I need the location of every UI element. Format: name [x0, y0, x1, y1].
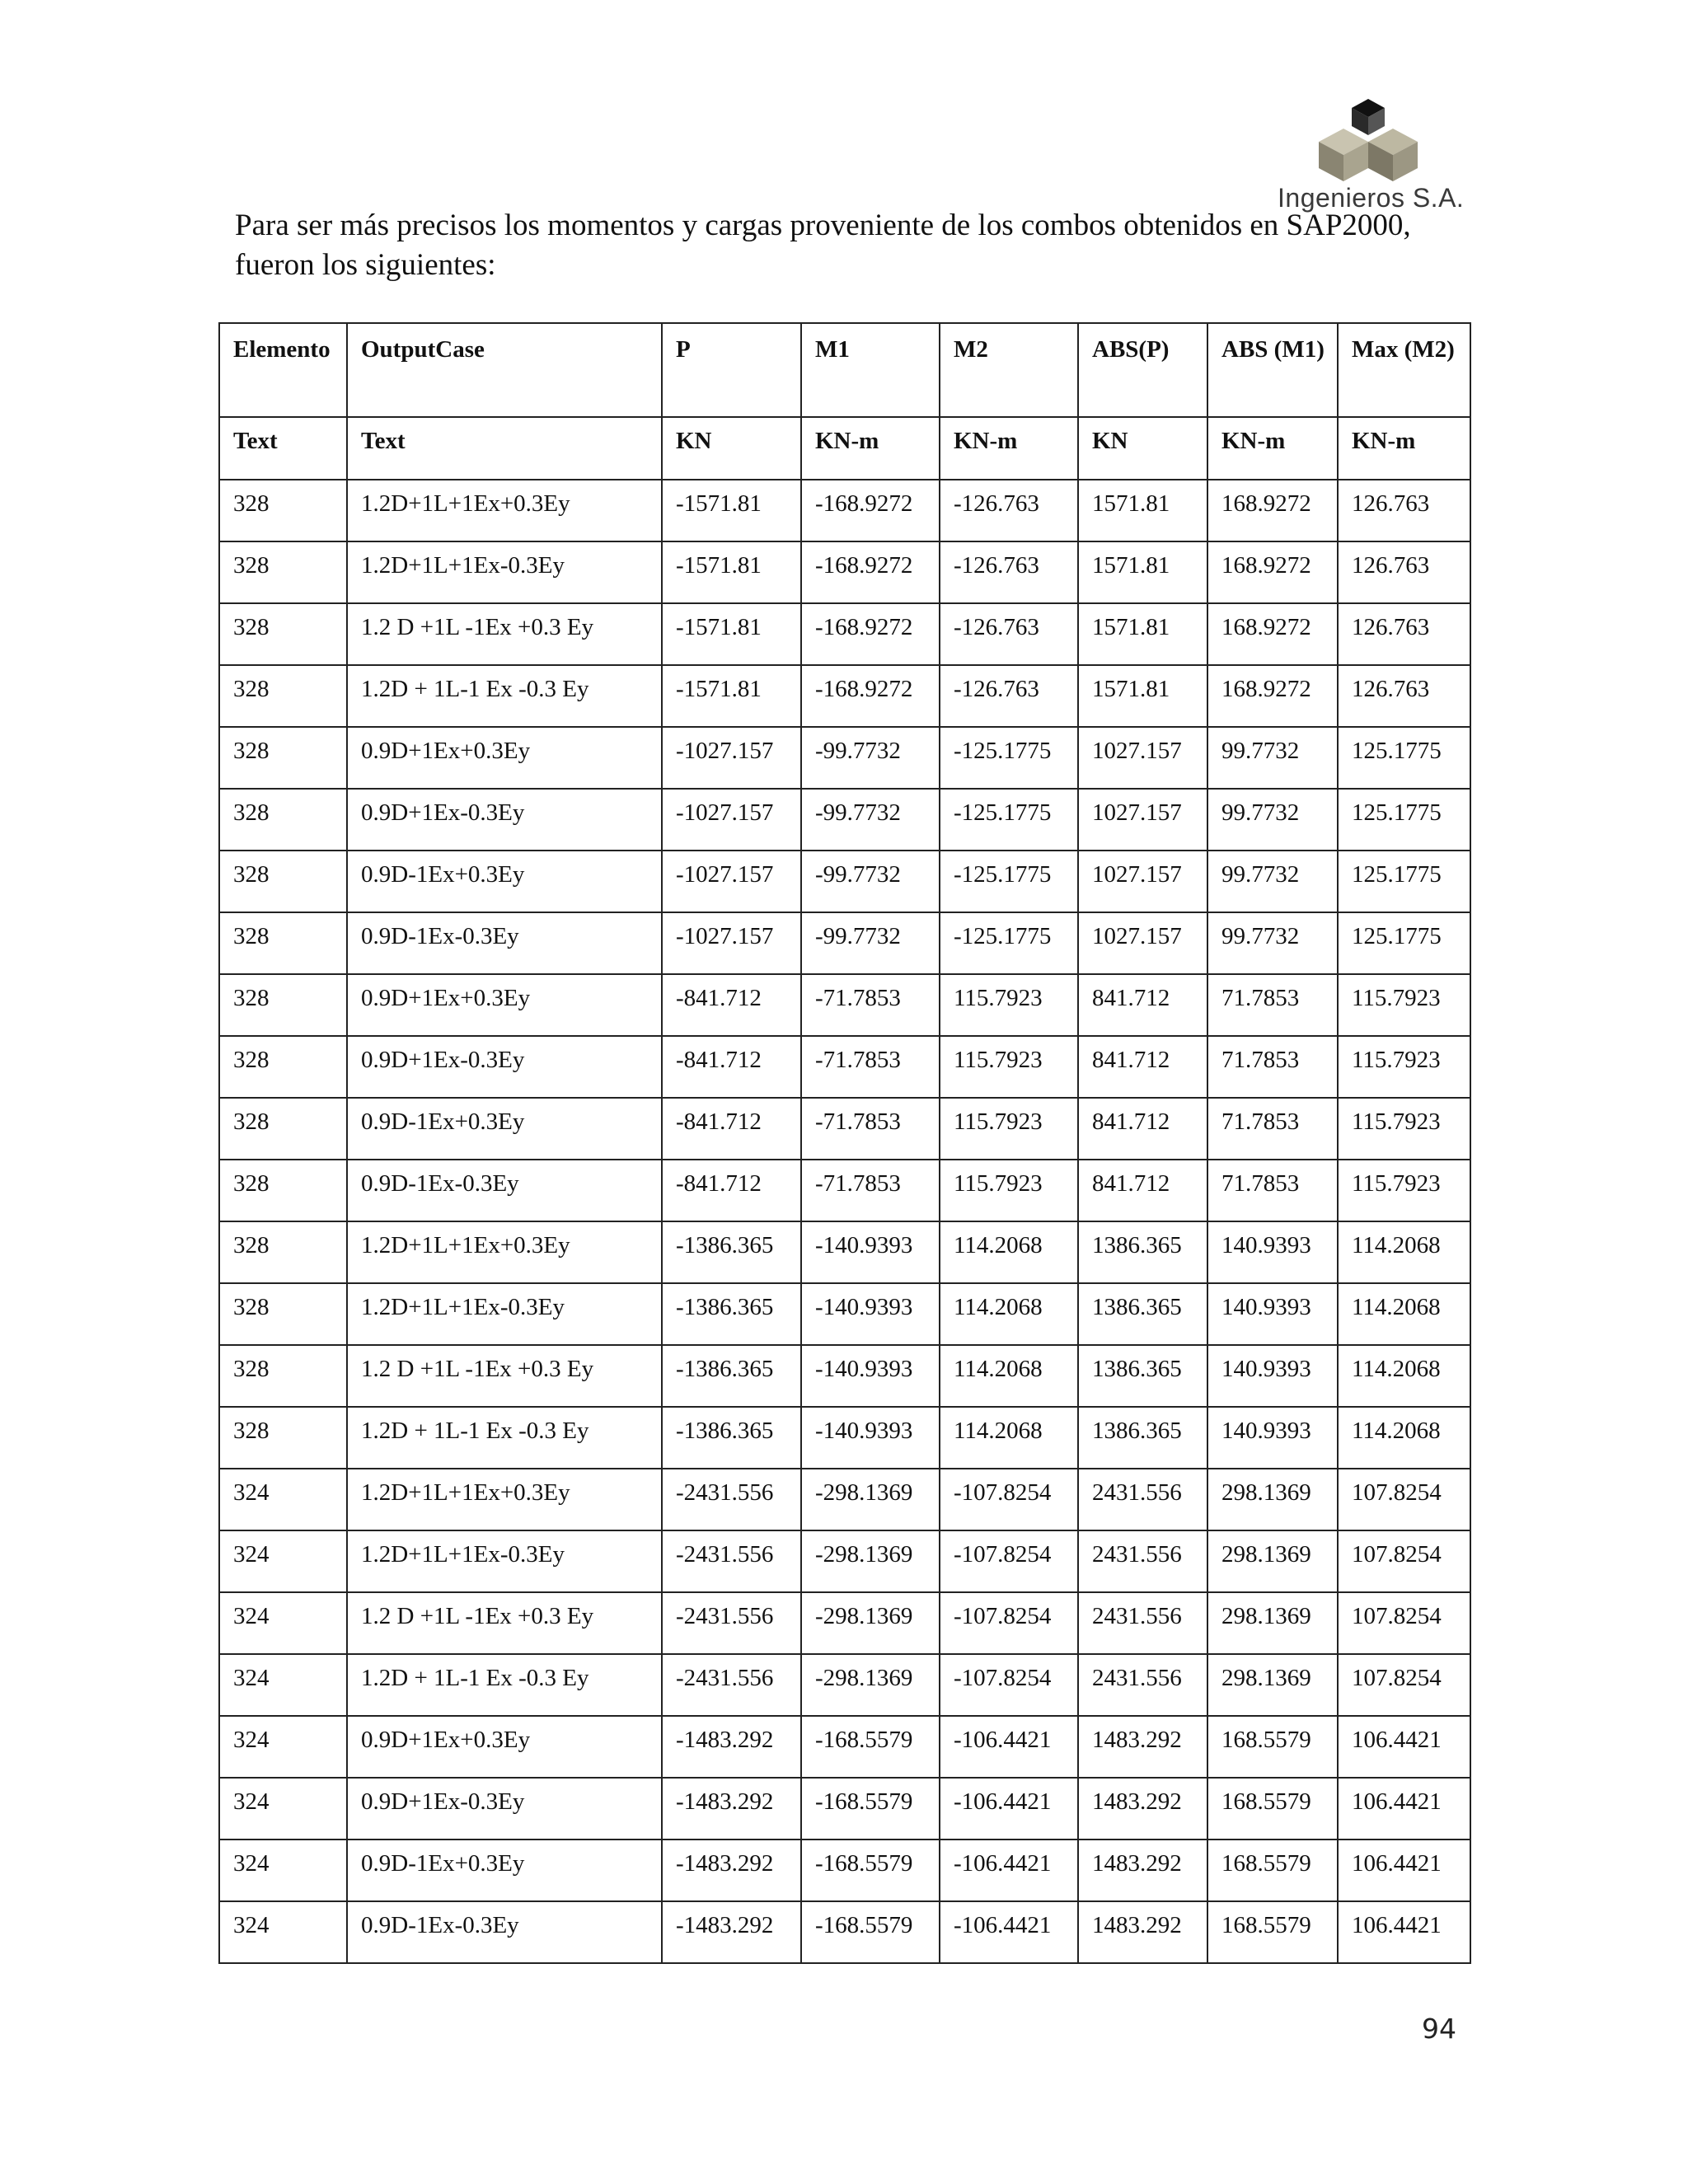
table-units-row-cell-p: KN — [662, 417, 801, 480]
table-row-cell-abs-m1: 168.9272 — [1207, 665, 1338, 727]
table-row-cell-abs-p: 1483.292 — [1078, 1716, 1207, 1778]
table-row-cell-m2: -125.1775 — [940, 789, 1078, 851]
table-header-row-cell-m2: M2 — [940, 323, 1078, 417]
table-row-cell-max-m2: 114.2068 — [1338, 1221, 1470, 1283]
table-row-cell-m1: -71.7853 — [801, 1098, 940, 1160]
table-row-cell-p: -1027.157 — [662, 851, 801, 912]
table-row-cell-elemento: 324 — [219, 1530, 347, 1592]
table-row-cell-max-m2: 125.1775 — [1338, 727, 1470, 789]
table-row-cell-abs-m1: 99.7732 — [1207, 727, 1338, 789]
table-row-cell-p: -1483.292 — [662, 1840, 801, 1901]
table-row-cell-m1: -168.5579 — [801, 1716, 940, 1778]
table-row-cell-max-m2: 107.8254 — [1338, 1469, 1470, 1530]
table-row-cell-abs-p: 2431.556 — [1078, 1654, 1207, 1716]
table-row — [219, 1036, 1470, 1098]
table-row-cell-abs-p: 841.712 — [1078, 1098, 1207, 1160]
table-row-cell-abs-p: 1386.365 — [1078, 1407, 1207, 1469]
table-row-cell-p: -1386.365 — [662, 1283, 801, 1345]
table-row-cell-abs-p: 2431.556 — [1078, 1469, 1207, 1530]
table-units-row-cell-outputcase: Text — [347, 417, 662, 480]
table-row-cell-elemento: 328 — [219, 912, 347, 974]
table-row-cell-abs-p: 1571.81 — [1078, 541, 1207, 603]
table-row-cell-p: -1571.81 — [662, 665, 801, 727]
table-row-cell-elemento: 328 — [219, 1221, 347, 1283]
table-row-cell-abs-m1: 99.7732 — [1207, 789, 1338, 851]
table-row-cell-abs-m1: 99.7732 — [1207, 851, 1338, 912]
table-row-cell-m1: -168.9272 — [801, 541, 940, 603]
table-row-cell-outputcase: 1.2D+1L+1Ex+0.3Ey — [347, 1221, 662, 1283]
table-row-cell-abs-m1: 168.9272 — [1207, 603, 1338, 665]
table-row-cell-max-m2: 107.8254 — [1338, 1530, 1470, 1592]
table-row-cell-p: -2431.556 — [662, 1469, 801, 1530]
table-row-cell-abs-p: 1483.292 — [1078, 1901, 1207, 1963]
table-row-cell-p: -1571.81 — [662, 603, 801, 665]
company-logo — [1236, 82, 1484, 214]
table-row-cell-m1: -71.7853 — [801, 1160, 940, 1221]
table-row-cell-max-m2: 115.7923 — [1338, 1098, 1470, 1160]
table-row — [219, 1716, 1470, 1778]
table-units-row-cell-m1: KN-m — [801, 417, 940, 480]
table-row-cell-max-m2: 126.763 — [1338, 480, 1470, 541]
table-row-cell-max-m2: 106.4421 — [1338, 1840, 1470, 1901]
table-row-cell-max-m2: 106.4421 — [1338, 1716, 1470, 1778]
table-row-cell-elemento: 328 — [219, 727, 347, 789]
table-row — [219, 1654, 1470, 1716]
table-row-cell-elemento: 328 — [219, 851, 347, 912]
table-row-cell-abs-p: 1571.81 — [1078, 603, 1207, 665]
table-header-row-cell-abs-m1: ABS (M1) — [1207, 323, 1338, 417]
cube-logo-icon — [1319, 99, 1418, 185]
table-row-cell-m1: -168.5579 — [801, 1901, 940, 1963]
table-row-cell-abs-p: 841.712 — [1078, 1036, 1207, 1098]
logo-company-name: Ingenieros S.A. — [1278, 183, 1465, 213]
table-row-cell-max-m2: 107.8254 — [1338, 1592, 1470, 1654]
table-row-cell-elemento: 324 — [219, 1469, 347, 1530]
table-row — [219, 1840, 1470, 1901]
table-row — [219, 1592, 1470, 1654]
table-row-cell-m2: 115.7923 — [940, 1160, 1078, 1221]
table-row-cell-m1: -168.5579 — [801, 1778, 940, 1840]
table-row-cell-max-m2: 106.4421 — [1338, 1901, 1470, 1963]
table-row-cell-elemento: 328 — [219, 1036, 347, 1098]
table-row-cell-abs-p: 1571.81 — [1078, 665, 1207, 727]
table-units-row-cell-m2: KN-m — [940, 417, 1078, 480]
table-row-cell-m1: -140.9393 — [801, 1221, 940, 1283]
table-row-cell-outputcase: 0.9D-1Ex-0.3Ey — [347, 1901, 662, 1963]
table-row-cell-abs-m1: 168.5579 — [1207, 1901, 1338, 1963]
table-row-cell-abs-m1: 298.1369 — [1207, 1654, 1338, 1716]
table-row-cell-p: -2431.556 — [662, 1530, 801, 1592]
table-row-cell-abs-p: 1027.157 — [1078, 789, 1207, 851]
table-row-cell-abs-p: 1027.157 — [1078, 912, 1207, 974]
table-row — [219, 1901, 1470, 1963]
table-row — [219, 789, 1470, 851]
table-row-cell-p: -1571.81 — [662, 541, 801, 603]
table-row-cell-max-m2: 106.4421 — [1338, 1778, 1470, 1840]
table-row-cell-p: -1483.292 — [662, 1901, 801, 1963]
table-row-cell-m2: -107.8254 — [940, 1592, 1078, 1654]
table-row-cell-m2: -125.1775 — [940, 727, 1078, 789]
table-row-cell-m2: -106.4421 — [940, 1840, 1078, 1901]
table-row-cell-outputcase: 0.9D-1Ex-0.3Ey — [347, 912, 662, 974]
table-row — [219, 480, 1470, 541]
table-row-cell-elemento: 328 — [219, 1098, 347, 1160]
table-row-cell-abs-m1: 140.9393 — [1207, 1407, 1338, 1469]
table-row-cell-m2: -107.8254 — [940, 1469, 1078, 1530]
table-row-cell-elemento: 328 — [219, 1283, 347, 1345]
table-row-cell-abs-m1: 99.7732 — [1207, 912, 1338, 974]
table-units-row-cell-abs-m1: KN-m — [1207, 417, 1338, 480]
load-combinations-table — [218, 322, 1471, 1964]
table-row-cell-elemento: 328 — [219, 603, 347, 665]
table-row-cell-elemento: 328 — [219, 1345, 347, 1407]
table-row — [219, 1098, 1470, 1160]
table-row-cell-m2: -107.8254 — [940, 1654, 1078, 1716]
table-row-cell-p: -841.712 — [662, 1098, 801, 1160]
table-row-cell-outputcase: 0.9D+1Ex+0.3Ey — [347, 1716, 662, 1778]
table-row-cell-elemento: 324 — [219, 1654, 347, 1716]
table-row-cell-outputcase: 1.2D + 1L-1 Ex -0.3 Ey — [347, 665, 662, 727]
table-row-cell-m1: -99.7732 — [801, 851, 940, 912]
table-row-cell-max-m2: 115.7923 — [1338, 1036, 1470, 1098]
table-row — [219, 1530, 1470, 1592]
table-row — [219, 603, 1470, 665]
table-row-cell-p: -841.712 — [662, 1160, 801, 1221]
table-row-cell-m2: -126.763 — [940, 665, 1078, 727]
table-row-cell-m2: -125.1775 — [940, 851, 1078, 912]
table-header-row — [219, 323, 1470, 417]
table-row-cell-p: -1386.365 — [662, 1345, 801, 1407]
table-row-cell-max-m2: 115.7923 — [1338, 1160, 1470, 1221]
table-row-cell-m2: 114.2068 — [940, 1283, 1078, 1345]
table-row-cell-outputcase: 1.2D + 1L-1 Ex -0.3 Ey — [347, 1407, 662, 1469]
table-row-cell-p: -2431.556 — [662, 1592, 801, 1654]
table-row — [219, 1160, 1470, 1221]
table-row-cell-outputcase: 0.9D+1Ex-0.3Ey — [347, 1778, 662, 1840]
table-row-cell-outputcase: 1.2 D +1L -1Ex +0.3 Ey — [347, 603, 662, 665]
table-row-cell-m2: 115.7923 — [940, 1098, 1078, 1160]
table-row-cell-elemento: 328 — [219, 1160, 347, 1221]
table-row-cell-outputcase: 0.9D-1Ex+0.3Ey — [347, 1840, 662, 1901]
table-row-cell-abs-m1: 71.7853 — [1207, 1160, 1338, 1221]
table-row-cell-abs-m1: 168.5579 — [1207, 1716, 1338, 1778]
table-row-cell-p: -1027.157 — [662, 789, 801, 851]
table-row-cell-abs-m1: 298.1369 — [1207, 1469, 1338, 1530]
table-row — [219, 1345, 1470, 1407]
table-row-cell-abs-p: 2431.556 — [1078, 1592, 1207, 1654]
table-row-cell-outputcase: 1.2D+1L+1Ex+0.3Ey — [347, 480, 662, 541]
table-row-cell-outputcase: 1.2D + 1L-1 Ex -0.3 Ey — [347, 1654, 662, 1716]
table-row — [219, 665, 1470, 727]
table-row — [219, 912, 1470, 974]
table-units-row-cell-max-m2: KN-m — [1338, 417, 1470, 480]
table-row-cell-elemento: 328 — [219, 541, 347, 603]
table-row-cell-elemento: 324 — [219, 1901, 347, 1963]
table-row-cell-m2: 115.7923 — [940, 974, 1078, 1036]
table-row-cell-elemento: 324 — [219, 1592, 347, 1654]
table-row-cell-max-m2: 114.2068 — [1338, 1345, 1470, 1407]
table-row-cell-max-m2: 114.2068 — [1338, 1407, 1470, 1469]
table-row-cell-abs-p: 1483.292 — [1078, 1778, 1207, 1840]
table-row-cell-elemento: 324 — [219, 1778, 347, 1840]
table-row-cell-max-m2: 114.2068 — [1338, 1283, 1470, 1345]
table-row-cell-p: -2431.556 — [662, 1654, 801, 1716]
table-row-cell-m2: -107.8254 — [940, 1530, 1078, 1592]
table-header-row-cell-elemento: Elemento — [219, 323, 347, 417]
table-row — [219, 1283, 1470, 1345]
table-row-cell-abs-m1: 71.7853 — [1207, 1036, 1338, 1098]
table-row-cell-m2: 115.7923 — [940, 1036, 1078, 1098]
table-row-cell-p: -1483.292 — [662, 1716, 801, 1778]
table-row-cell-abs-p: 1571.81 — [1078, 480, 1207, 541]
table-row-cell-elemento: 328 — [219, 480, 347, 541]
table-row-cell-m1: -99.7732 — [801, 789, 940, 851]
table-units-row-cell-elemento: Text — [219, 417, 347, 480]
table-row-cell-abs-p: 1386.365 — [1078, 1221, 1207, 1283]
table-row-cell-max-m2: 126.763 — [1338, 665, 1470, 727]
table-row-cell-abs-m1: 71.7853 — [1207, 1098, 1338, 1160]
table-row-cell-outputcase: 0.9D-1Ex+0.3Ey — [347, 1098, 662, 1160]
table-row-cell-p: -1386.365 — [662, 1407, 801, 1469]
table-row-cell-m1: -99.7732 — [801, 912, 940, 974]
table-row-cell-outputcase: 0.9D+1Ex-0.3Ey — [347, 1036, 662, 1098]
table-row-cell-abs-p: 841.712 — [1078, 1160, 1207, 1221]
table-row-cell-m2: -106.4421 — [940, 1716, 1078, 1778]
table-row — [219, 974, 1470, 1036]
table-row-cell-abs-p: 1386.365 — [1078, 1283, 1207, 1345]
table-row-cell-abs-m1: 168.5579 — [1207, 1840, 1338, 1901]
table-row-cell-max-m2: 115.7923 — [1338, 974, 1470, 1036]
table-units-row-cell-abs-p: KN — [1078, 417, 1207, 480]
table-row-cell-m1: -168.9272 — [801, 603, 940, 665]
table-row-cell-m1: -140.9393 — [801, 1345, 940, 1407]
table-row-cell-p: -1386.365 — [662, 1221, 801, 1283]
table-row-cell-p: -1027.157 — [662, 912, 801, 974]
table-row — [219, 727, 1470, 789]
table-row-cell-abs-p: 2431.556 — [1078, 1530, 1207, 1592]
table-row-cell-abs-p: 1027.157 — [1078, 851, 1207, 912]
table-row-cell-m1: -71.7853 — [801, 974, 940, 1036]
table-header-row-cell-p: P — [662, 323, 801, 417]
table-row-cell-abs-p: 841.712 — [1078, 974, 1207, 1036]
table-row-cell-max-m2: 125.1775 — [1338, 789, 1470, 851]
table-row-cell-m1: -298.1369 — [801, 1530, 940, 1592]
table-row-cell-abs-m1: 140.9393 — [1207, 1221, 1338, 1283]
table-row-cell-m1: -298.1369 — [801, 1654, 940, 1716]
table-row-cell-abs-p: 1483.292 — [1078, 1840, 1207, 1901]
table-row-cell-outputcase: 0.9D+1Ex-0.3Ey — [347, 789, 662, 851]
table-row — [219, 1778, 1470, 1840]
table-row-cell-elemento: 328 — [219, 974, 347, 1036]
table-row-cell-elemento: 328 — [219, 1407, 347, 1469]
table-row-cell-m1: -168.9272 — [801, 665, 940, 727]
table-row-cell-abs-m1: 140.9393 — [1207, 1345, 1338, 1407]
table-row-cell-max-m2: 126.763 — [1338, 603, 1470, 665]
table-row-cell-outputcase: 1.2 D +1L -1Ex +0.3 Ey — [347, 1592, 662, 1654]
table-header-row-cell-outputcase: OutputCase — [347, 323, 662, 417]
table-row-cell-m1: -168.5579 — [801, 1840, 940, 1901]
table-row-cell-abs-p: 1386.365 — [1078, 1345, 1207, 1407]
table-row-cell-m2: 114.2068 — [940, 1345, 1078, 1407]
table-row-cell-max-m2: 107.8254 — [1338, 1654, 1470, 1716]
table-row — [219, 1221, 1470, 1283]
table-row — [219, 541, 1470, 603]
table-header-row-cell-max-m2: Max (M2) — [1338, 323, 1470, 417]
table-row-cell-abs-m1: 298.1369 — [1207, 1530, 1338, 1592]
table-row-cell-p: -841.712 — [662, 1036, 801, 1098]
table-units-row — [219, 417, 1470, 480]
table-header-row-cell-m1: M1 — [801, 323, 940, 417]
table-row-cell-m2: -126.763 — [940, 480, 1078, 541]
table-row-cell-abs-m1: 298.1369 — [1207, 1592, 1338, 1654]
table-row-cell-m2: 114.2068 — [940, 1407, 1078, 1469]
table-row-cell-m1: -168.9272 — [801, 480, 940, 541]
table-row-cell-outputcase: 0.9D+1Ex+0.3Ey — [347, 727, 662, 789]
table-row-cell-m2: 114.2068 — [940, 1221, 1078, 1283]
table-row-cell-max-m2: 125.1775 — [1338, 912, 1470, 974]
table-row-cell-p: -1483.292 — [662, 1778, 801, 1840]
table-row-cell-abs-m1: 168.9272 — [1207, 541, 1338, 603]
table-row-cell-elemento: 324 — [219, 1840, 347, 1901]
table-row-cell-abs-m1: 168.9272 — [1207, 480, 1338, 541]
table-row-cell-m1: -99.7732 — [801, 727, 940, 789]
table-row — [219, 1469, 1470, 1530]
table-row-cell-p: -1027.157 — [662, 727, 801, 789]
table-row-cell-abs-m1: 168.5579 — [1207, 1778, 1338, 1840]
table-row-cell-m1: -298.1369 — [801, 1592, 940, 1654]
table-row-cell-abs-p: 1027.157 — [1078, 727, 1207, 789]
table-row-cell-m1: -298.1369 — [801, 1469, 940, 1530]
table-header-row-cell-abs-p: ABS(P) — [1078, 323, 1207, 417]
table-row-cell-p: -1571.81 — [662, 480, 801, 541]
table-row-cell-m1: -71.7853 — [801, 1036, 940, 1098]
table-row-cell-outputcase: 1.2D+1L+1Ex-0.3Ey — [347, 541, 662, 603]
table-row-cell-elemento: 328 — [219, 789, 347, 851]
table-row-cell-elemento: 324 — [219, 1716, 347, 1778]
table-row-cell-m2: -126.763 — [940, 541, 1078, 603]
intro-paragraph: Para ser más precisos los momentos y cargas proveniente de los combos obtenidos en SAP2000, fueron los siguientes: — [235, 209, 1411, 282]
page-number: 94 — [1422, 2013, 1456, 2045]
table-row-cell-p: -841.712 — [662, 974, 801, 1036]
table-row-cell-outputcase: 1.2D+1L+1Ex-0.3Ey — [347, 1530, 662, 1592]
table-row — [219, 851, 1470, 912]
table-row-cell-outputcase: 0.9D-1Ex+0.3Ey — [347, 851, 662, 912]
table-row-cell-m2: -106.4421 — [940, 1778, 1078, 1840]
table-row-cell-outputcase: 1.2 D +1L -1Ex +0.3 Ey — [347, 1345, 662, 1407]
table-row-cell-m2: -125.1775 — [940, 912, 1078, 974]
table-row-cell-outputcase: 0.9D-1Ex-0.3Ey — [347, 1160, 662, 1221]
table-row-cell-m2: -106.4421 — [940, 1901, 1078, 1963]
table-row-cell-max-m2: 125.1775 — [1338, 851, 1470, 912]
table-row-cell-elemento: 328 — [219, 665, 347, 727]
table-row-cell-abs-m1: 140.9393 — [1207, 1283, 1338, 1345]
table-row-cell-outputcase: 1.2D+1L+1Ex+0.3Ey — [347, 1469, 662, 1530]
table-row-cell-max-m2: 126.763 — [1338, 541, 1470, 603]
table-row-cell-outputcase: 0.9D+1Ex+0.3Ey — [347, 974, 662, 1036]
table-row-cell-m1: -140.9393 — [801, 1407, 940, 1469]
table-row-cell-m1: -140.9393 — [801, 1283, 940, 1345]
table-row-cell-outputcase: 1.2D+1L+1Ex-0.3Ey — [347, 1283, 662, 1345]
table-row — [219, 1407, 1470, 1469]
table-row-cell-m2: -126.763 — [940, 603, 1078, 665]
table-row-cell-abs-m1: 71.7853 — [1207, 974, 1338, 1036]
